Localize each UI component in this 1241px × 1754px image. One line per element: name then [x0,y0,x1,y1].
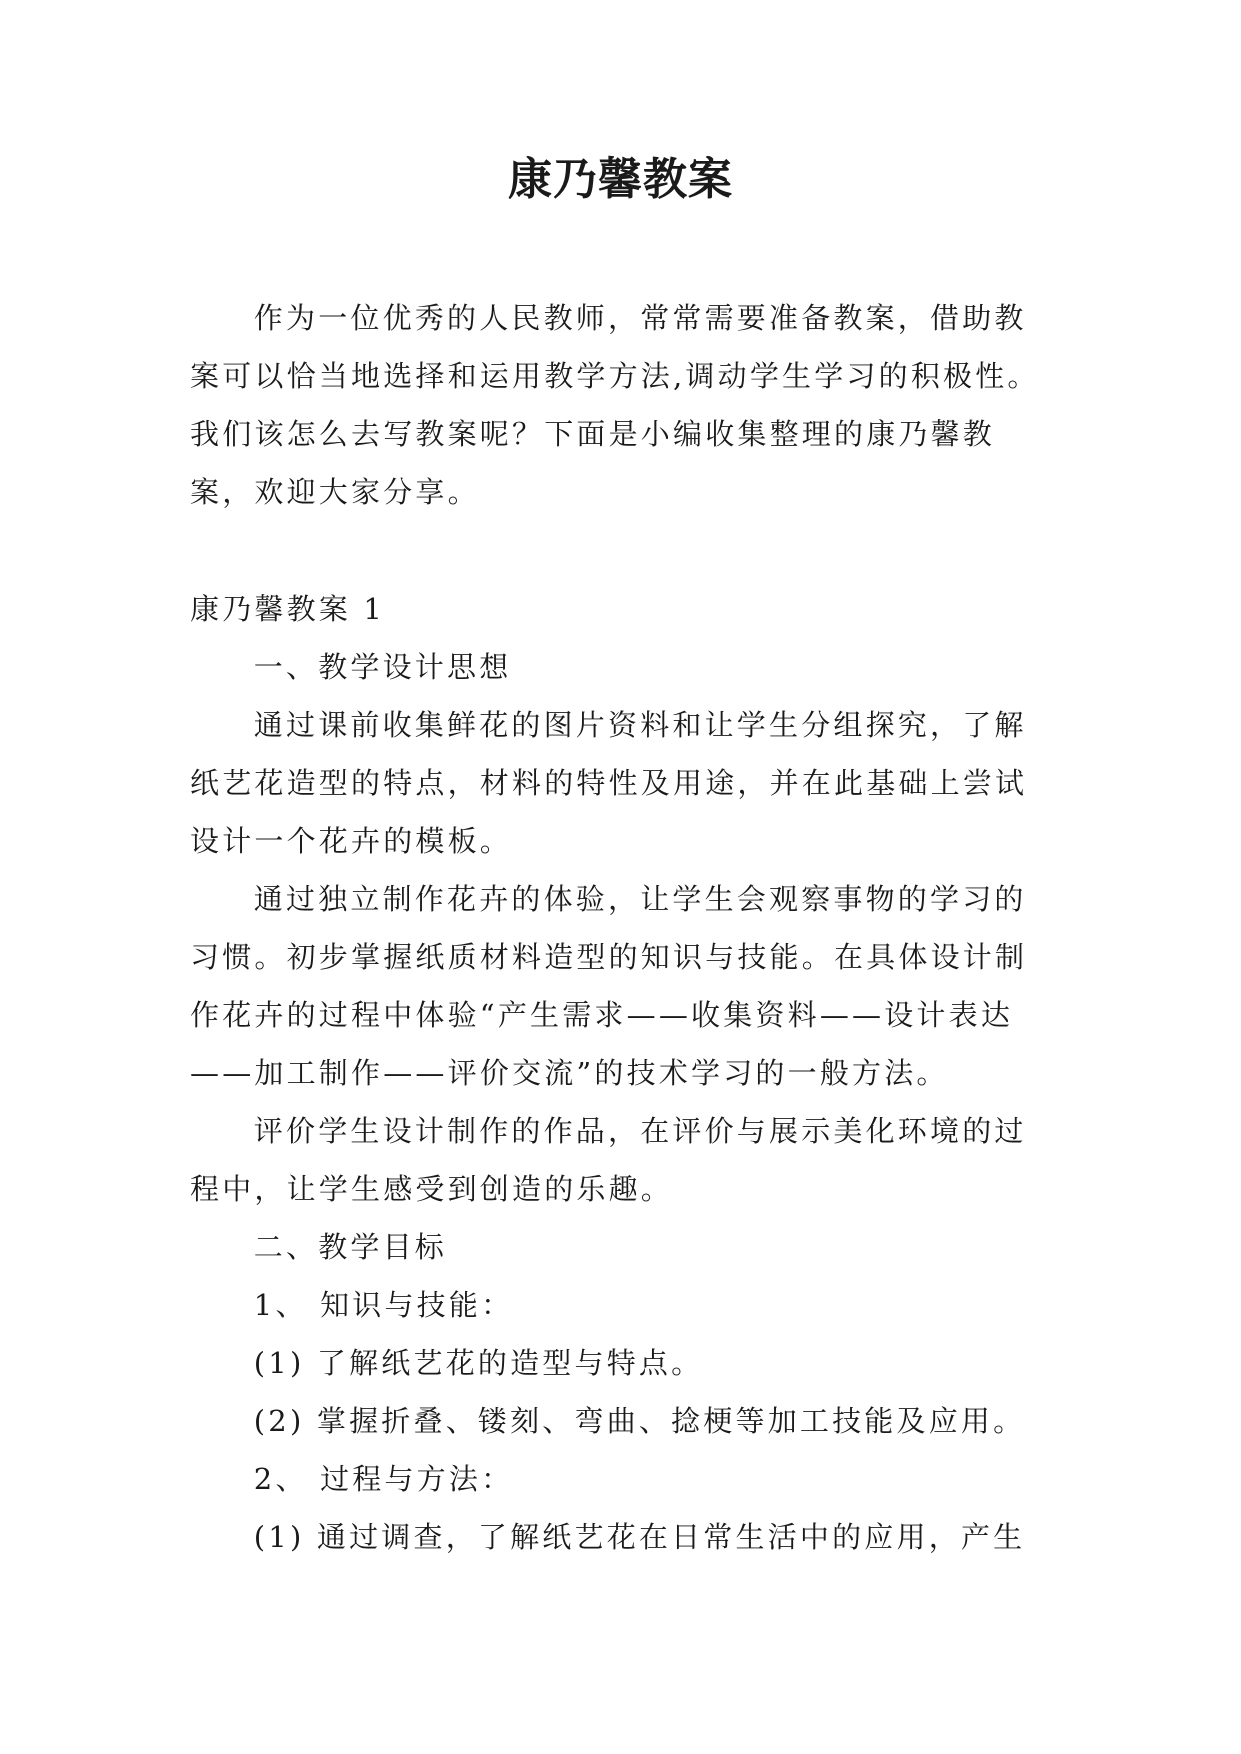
body-paragraph: (1) 了解纸艺花的造型与特点。 [253,1346,704,1380]
body-paragraph: 评价学生设计制作的作品，在评价与展示美化环境的过程中，让学生感受到创造的乐趣。 [190,1114,1027,1206]
body-paragraph: 通过独立制作花卉的体验，让学生会观察事物的学习的习惯。初步掌握纸质材料造型的知识与技能。在具体设计制作花卉的过程中体验“产生需求——收集资料——设计表达——加工制作——评价交流”的技术学习的一般方法。 [190,882,1028,1090]
body-paragraph: 2、 过程与方法： [253,1462,514,1496]
document-title: 康乃馨教案 [508,154,733,205]
section-heading: 康乃馨教案 1 [190,592,386,626]
body-paragraph: (2) 掌握折叠、镂刻、弯曲、捻梗等加工技能及应用。 [253,1404,1026,1438]
body-paragraph: 1、 知识与技能： [253,1288,514,1322]
body-paragraph: (1) 通过调查，了解纸艺花在日常生活中的应用，产生 [253,1520,1026,1554]
document-body [190,580,1052,1566]
intro-paragraph: 作为一位优秀的人民教师，常常需要准备教案，借助教案可以恰当地选择和运用教学方法,调动学生学习的积极性。我们该怎么去写教案呢？下面是小编收集整理的康乃馨教案，欢迎大家分享。 [190,301,1040,509]
body-paragraph: 通过课前收集鲜花的图片资料和让学生分组探究，了解纸艺花造型的特点，材料的特性及用途，并在此基础上尝试设计一个花卉的模板。 [190,708,1028,858]
body-paragraph: 二、教学目标 [253,1230,447,1264]
body-paragraph: 一、教学设计思想 [253,650,512,684]
